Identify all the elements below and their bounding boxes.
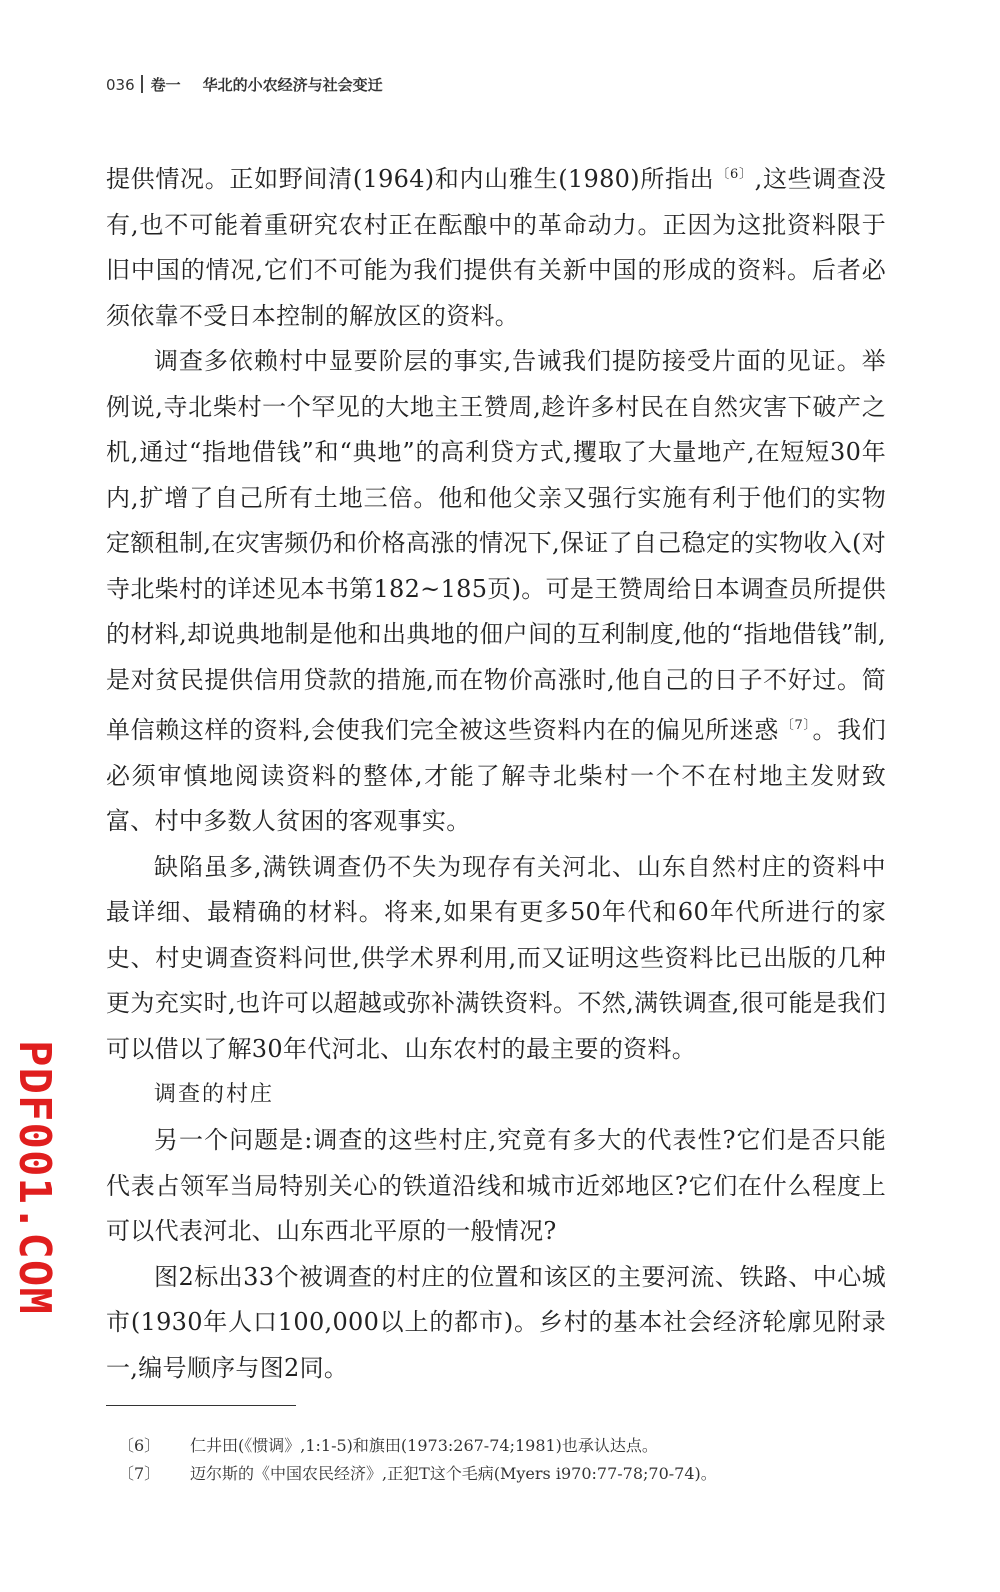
footnote-7: [118, 1460, 878, 1488]
footnote-text: 迈尔斯的《中国农民经济》,正犯T这个毛病(Myers i970:77-78;70-74)。: [190, 1464, 717, 1483]
footnote-6: [118, 1432, 878, 1460]
section-subheading: 调查的村庄: [154, 1082, 275, 1107]
paragraph-5: [106, 1255, 886, 1392]
footnote-mark: 〔7〕: [118, 1464, 161, 1483]
paragraph-4: [106, 1118, 886, 1255]
footnote-ref-6: 〔6〕: [716, 167, 753, 182]
paragraph-1: [106, 152, 886, 339]
paragraph-text: 。我们必须审慎地阅读资料的整体,才能了解寺北柴村一个不在村地主发财致富、村中多数人贫困的客观事实。: [106, 716, 886, 835]
paragraph-3: [106, 845, 886, 1073]
footnotes: [118, 1432, 878, 1488]
footnote-rule: [106, 1405, 296, 1406]
page-number: 036: [106, 76, 135, 94]
body-text: [106, 152, 886, 1391]
running-header: [106, 74, 383, 95]
footnote-ref-7: 〔7〕: [780, 718, 811, 733]
footnote-mark: 〔6〕: [118, 1436, 161, 1455]
paragraph-2: [106, 339, 886, 845]
paragraph-text: 调查多依赖村中显要阶层的事实,告诫我们提防接受片面的见证。举例说,寺北柴村一个罕见的大地主王赞周,趁许多村民在自然灾害下破产之机,通过“指地借钱”和“典地”的高利贷方式,攫取了大量地产,在短短30年内,扩增了自己所有土地三倍。他和他父亲又强行实施有利于他们的实物定额租制,在灾害频仍和价格高涨的情况下,保证了自己稳定的实物收入(对寺北柴村的详述见本书第182~185页)。可是王赞周给日本调查员所提供的材料,却说典地制是他和出典地的佃户间的互利制度,他的“指地借钱”制,是对贫民提供信用贷款的措施,而在物价高涨时,他自己的日子不好过。简单信赖这样的资料,会使我们完全被这些资料内在的偏见所迷惑: [106, 347, 886, 744]
paragraph-text: 缺陷虽多,满铁调查仍不失为现存有关河北、山东自然村庄的资料中最详细、最精确的材料。将来,如果有更多50年代和60年代所进行的家史、村史调查资料问世,供学术界利用,而又证明这些资料比已出版的几种更为充实时,也许可以超越或弥补满铁资料。不然,满铁调查,很可能是我们可以借以了解30年代河北、山东农村的最主要的资料。: [106, 852, 886, 1063]
watermark-logo: PDF001.COM: [9, 1040, 60, 1315]
header-divider: [141, 75, 143, 93]
paragraph-text: 另一个问题是:调查的这些村庄,究竟有多大的代表性?它们是否只能代表占领军当局特别关心的铁道沿线和城市近郊地区?它们在什么程度上可以代表河北、山东西北平原的一般情况?: [106, 1126, 886, 1245]
paragraph-text: 图2标出33个被调查的村庄的位置和该区的主要河流、铁路、中心城市(1930年人口100,000以上的都市)。乡村的基本社会经济轮廓见附录一,编号顺序与图2同。: [106, 1262, 886, 1382]
paragraph-text: ,这些调查没有,也不可能着重研究农村正在酝酿中的革命动力。正因为这批资料限于旧中国的情况,它们不可能为我们提供有关新中国的形成的资料。后者必须依靠不受日本控制的解放区的资料。: [106, 165, 886, 330]
book-title: 华北的小农经济与社会变迁: [202, 76, 383, 94]
paragraph-text: 提供情况。正如野间清(1964)和内山雅生(1980)所指出: [106, 165, 715, 193]
volume-label: 卷一: [150, 76, 181, 94]
footnote-text: 仁井田(《惯调》,1:1-5)和旗田(1973:267-74;1981)也承认达点。: [190, 1436, 658, 1455]
